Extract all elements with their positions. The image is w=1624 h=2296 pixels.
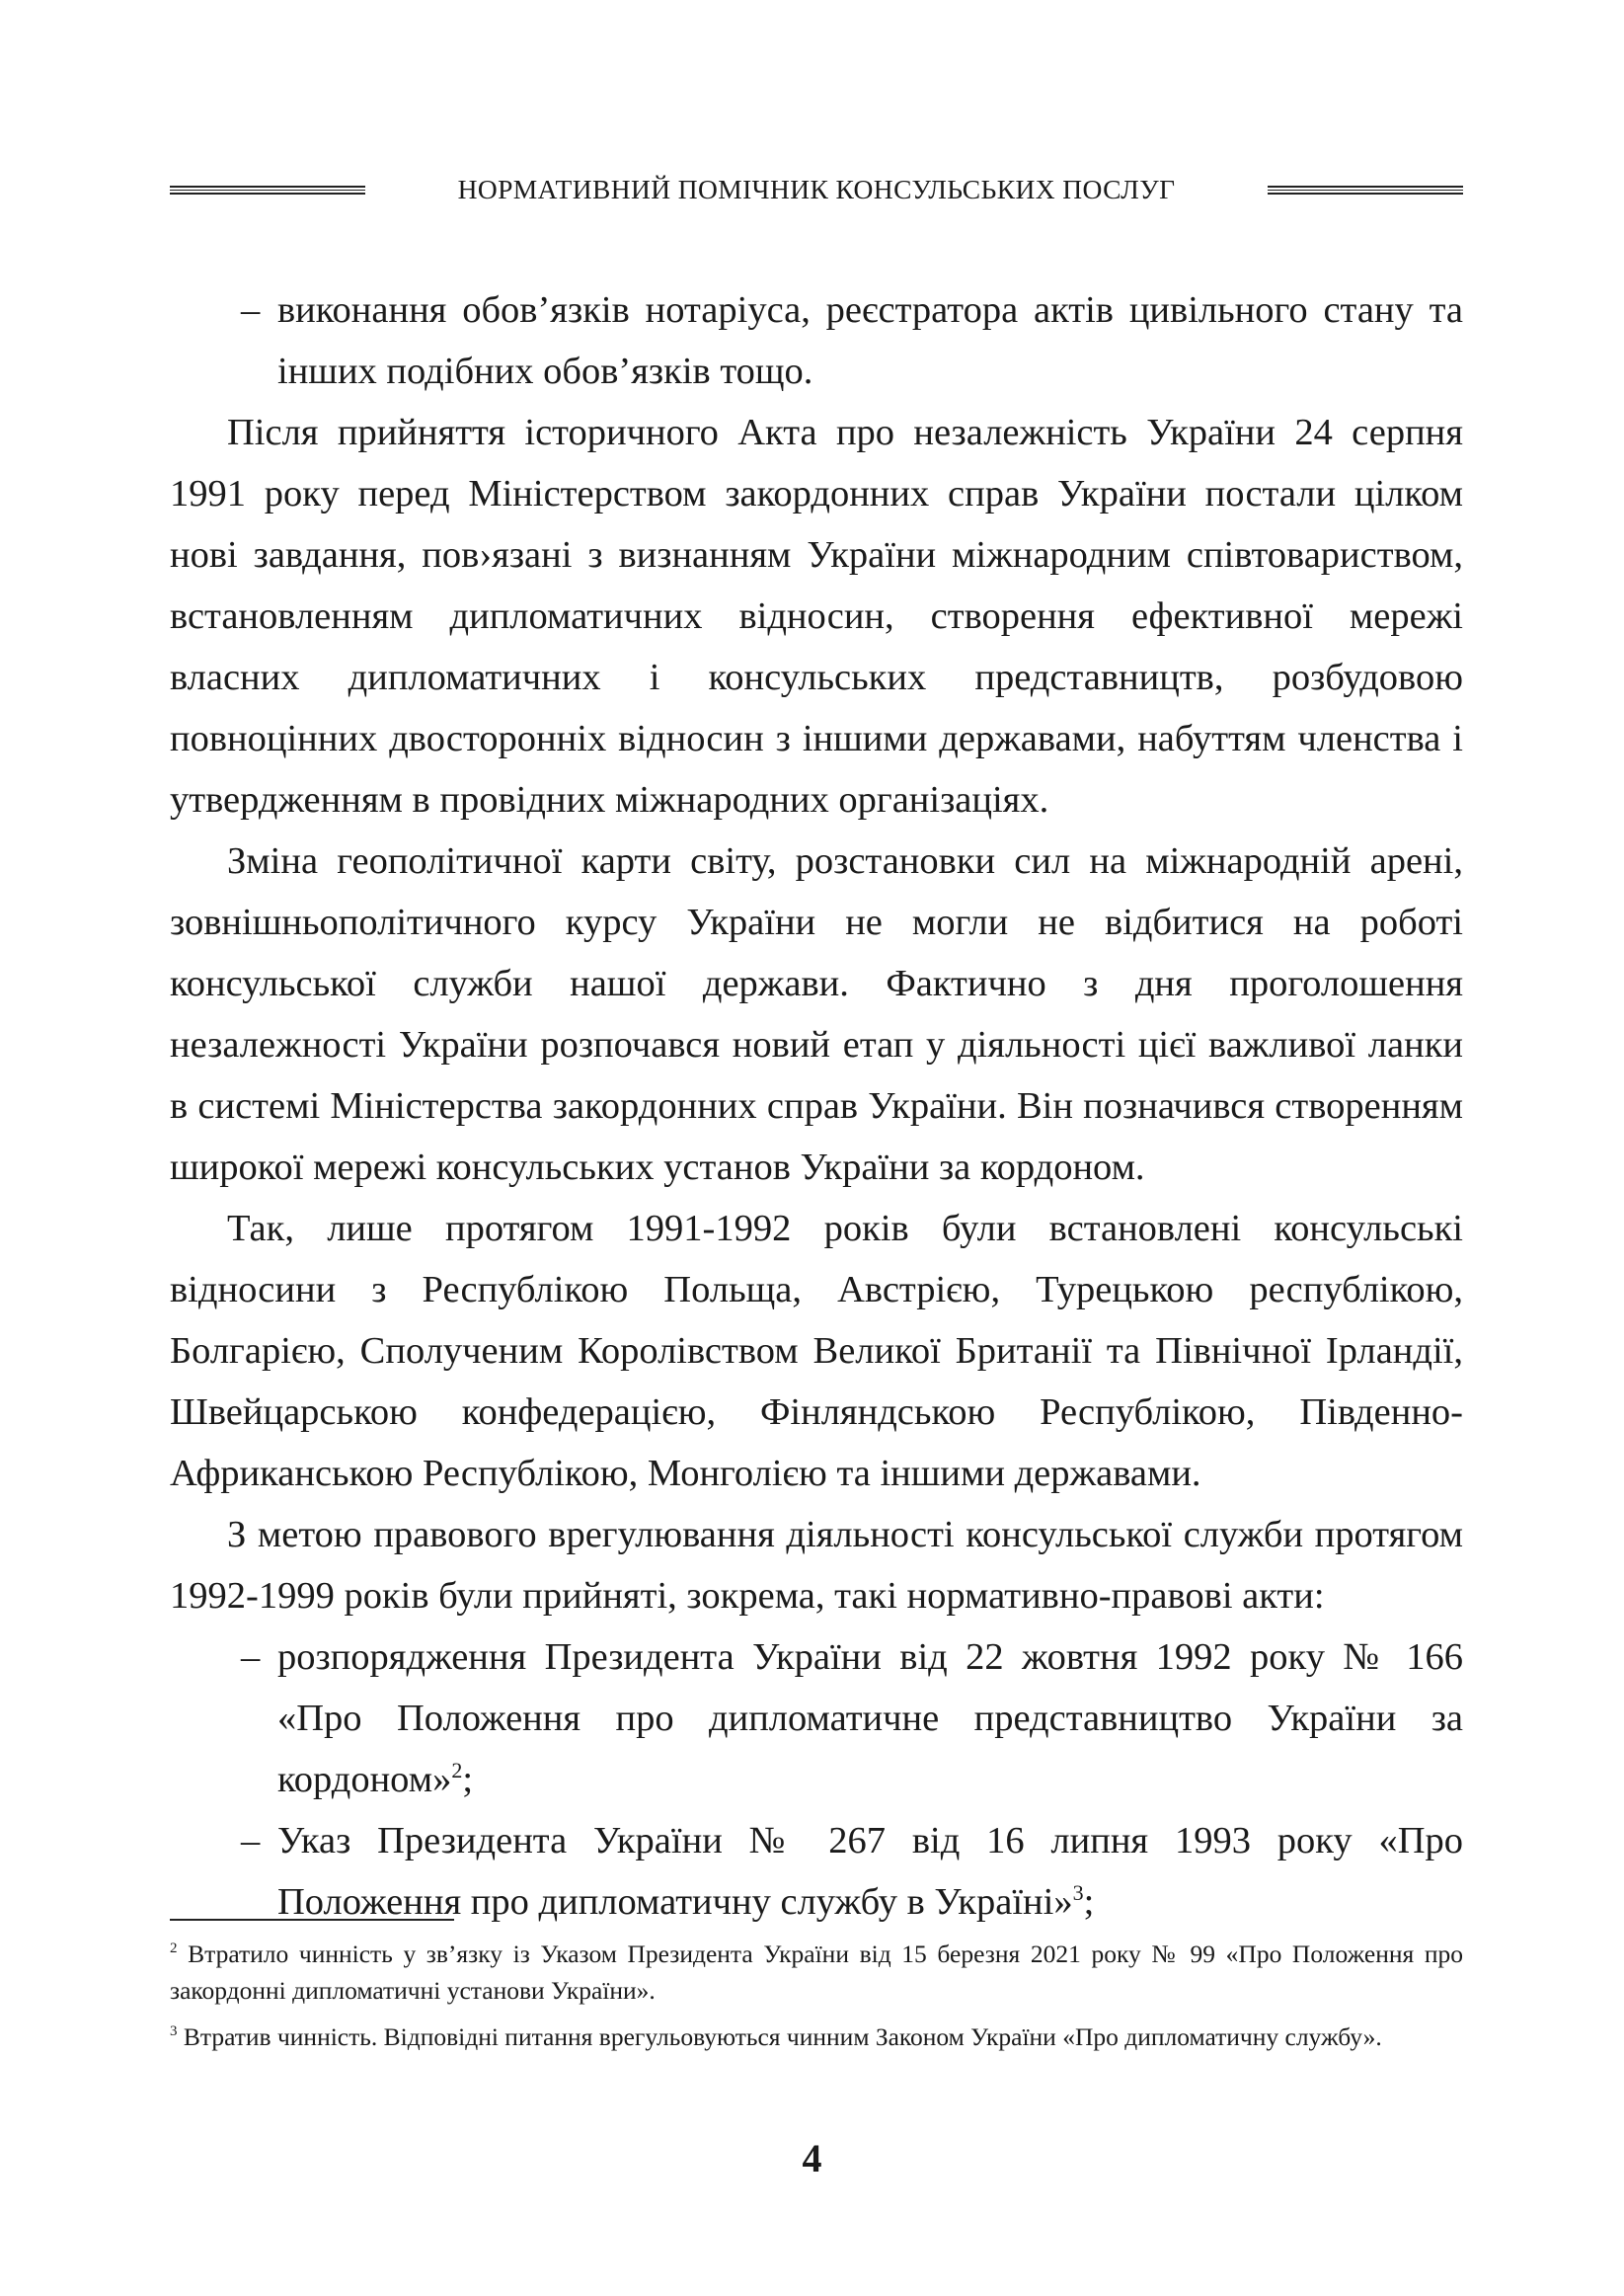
footnote — [170, 1936, 1463, 2009]
list-item — [170, 1810, 1463, 1933]
list-item-text: виконання обов’язків нотаріуса, реєстратора актів цивільного стану та інших подібних обов’язків тощо. — [277, 289, 1463, 392]
paragraph: Так, лише протягом 1991-1992 років були встановлені консульські відносини з Республікою Польща, Австрією, Турецькою республікою, Болгарією, Сполученим Королівством Великої Британії та Північної Ірландії, Швейцарською конфедерацією, Фінляндською Республікою, Південно-Африканською Республікою, Монголією та іншими державами. — [170, 1208, 1463, 1494]
page-number: 4 — [802, 2136, 822, 2180]
list-item-text: Указ Президента України № 267 від 16 липня 1993 року «Про Положення про дипломатичну службу в Україні» — [277, 1820, 1463, 1923]
footnote-text: Втратило чинність у зв’язку із Указом Президента України від 15 березня 2021 року № 99 «Про Положення про закордонні дипломатичні установи України». — [170, 1940, 1463, 2005]
footnote-separator — [170, 1919, 454, 1921]
footnotes — [170, 1936, 1463, 2065]
paragraph: Зміна геополітичної карти світу, розстановки сил на міжнародній арені, зовнішньополітичного курсу України не могли не відбитися на роботі консульської служби нашої держави. Фактично з дня проголошення незалежності України розпочався новий етап у діяльності цієї важливої ланки в системі Міністерства закордонних справ України. Він позначився створенням широкої мережі консульських установ України за кордоном. — [170, 840, 1463, 1188]
footnote-ref[interactable]: 3 — [1072, 1880, 1084, 1905]
footnote-ref[interactable]: 2 — [451, 1758, 463, 1782]
list-item — [170, 279, 1463, 402]
running-header — [170, 168, 1463, 211]
footnote-mark: 3 — [170, 2023, 178, 2039]
footnote-mark: 2 — [170, 1940, 178, 1956]
header-rule-right — [1268, 186, 1463, 195]
dash-marker: – — [241, 1820, 261, 1861]
list-item-text: розпорядження Президента України від 22 жовтня 1992 року № 166 «Про Положення про дипломатичне представництво України за кордоном» — [277, 1636, 1463, 1800]
header-title: НОРМАТИВНИЙ ПОМІЧНИК КОНСУЛЬСЬКИХ ПОСЛУГ — [457, 174, 1176, 204]
dash-marker: – — [241, 289, 261, 331]
body-text — [170, 279, 1463, 1933]
paragraph: З метою правового врегулювання діяльності консульської служби протягом 1992-1999 років були прийняті, зокрема, такі нормативно-правові акти: — [170, 1514, 1463, 1617]
list-item-punct: ; — [1083, 1881, 1095, 1923]
footnote — [170, 2019, 1463, 2055]
dash-marker: – — [241, 1636, 261, 1678]
footnote-text: Втратив чинність. Відповідні питання врегульовуються чинним Законом України «Про дипломатичну службу». — [183, 2022, 1382, 2051]
list-item — [170, 1626, 1463, 1810]
header-rule-left — [170, 186, 365, 195]
list-item-punct: ; — [462, 1759, 474, 1800]
paragraph: Після прийняття історичного Акта про незалежність України 24 серпня 1991 року перед Міністерством закордонних справ України постали цілком нові завдання, пов›язані з визнанням України міжнародним співтовариством, встановленням дипломатичних відносин, створення ефективної мережі власних дипломатичних і консульських представництв, розбудовою повноцінних двосторонніх відносин з іншими державами, набуттям членства і утвердженням в провідних міжнародних організаціях. — [170, 412, 1463, 821]
